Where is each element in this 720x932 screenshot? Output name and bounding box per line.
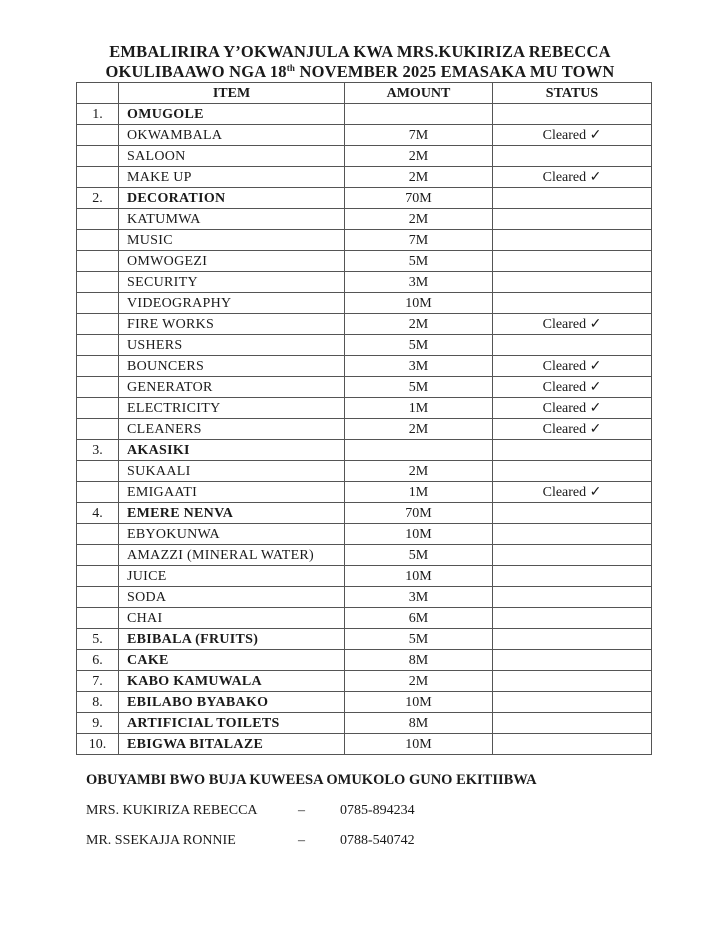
table-row: [77, 104, 652, 125]
table-row: [77, 125, 652, 146]
row-number: 5.: [77, 629, 119, 650]
row-number: [77, 377, 119, 398]
row-status: [493, 209, 652, 230]
row-status: [493, 440, 652, 461]
row-status: Cleared ✓: [493, 398, 652, 419]
table-row: [77, 167, 652, 188]
row-group-title: EMERE NENVA: [119, 503, 345, 524]
row-number: 3.: [77, 440, 119, 461]
table-body: [77, 104, 652, 755]
contact-dash: –: [298, 803, 305, 818]
table-row: [77, 188, 652, 209]
row-item: GENERATOR: [119, 377, 345, 398]
row-amount: 3M: [345, 272, 493, 293]
row-status: [493, 461, 652, 482]
row-status: [493, 230, 652, 251]
row-amount: 5M: [345, 335, 493, 356]
table-header-row: [77, 83, 652, 104]
row-amount: 2M: [345, 167, 493, 188]
row-status: Cleared ✓: [493, 482, 652, 503]
row-status: [493, 713, 652, 734]
row-amount: 10M: [345, 293, 493, 314]
row-status: [493, 650, 652, 671]
row-item: MAKE UP: [119, 167, 345, 188]
document-title-line-1: EMBALIRIRA Y’OKWANJULA KWA MRS.KUKIRIZA REBECCA: [109, 42, 611, 61]
row-group-title: EBIBALA (FRUITS): [119, 629, 345, 650]
table-row: [77, 293, 652, 314]
row-amount: 70M: [345, 188, 493, 209]
contact-name: MR. SSEKAJJA RONNIE: [86, 833, 236, 848]
row-status: [493, 692, 652, 713]
row-group-title: OMUGOLE: [119, 104, 345, 125]
row-status: [493, 188, 652, 209]
row-amount: [345, 440, 493, 461]
row-status: [493, 293, 652, 314]
table-row: [77, 209, 652, 230]
table-row: [77, 398, 652, 419]
row-status: Cleared ✓: [493, 125, 652, 146]
row-status: Cleared ✓: [493, 167, 652, 188]
table-row: [77, 524, 652, 545]
table-row: [77, 419, 652, 440]
row-amount: 10M: [345, 734, 493, 755]
table-row: [77, 503, 652, 524]
table-row: [77, 650, 652, 671]
row-group-title: ARTIFICIAL TOILETS: [119, 713, 345, 734]
row-amount: 10M: [345, 524, 493, 545]
row-number: [77, 608, 119, 629]
row-item: SECURITY: [119, 272, 345, 293]
row-item: SODA: [119, 587, 345, 608]
row-status: [493, 566, 652, 587]
row-group-title: CAKE: [119, 650, 345, 671]
row-status: Cleared ✓: [493, 314, 652, 335]
header-amount: AMOUNT: [345, 83, 493, 104]
row-number: [77, 356, 119, 377]
row-amount: 3M: [345, 587, 493, 608]
row-item: ELECTRICITY: [119, 398, 345, 419]
header-item: ITEM: [119, 83, 345, 104]
table-row: [77, 251, 652, 272]
row-number: [77, 545, 119, 566]
row-group-title: KABO KAMUWALA: [119, 671, 345, 692]
row-amount: 2M: [345, 419, 493, 440]
contact-dash: –: [298, 833, 305, 848]
row-amount: 2M: [345, 671, 493, 692]
row-number: [77, 524, 119, 545]
row-number: [77, 461, 119, 482]
row-amount: 10M: [345, 566, 493, 587]
row-item: EMIGAATI: [119, 482, 345, 503]
table-row: [77, 545, 652, 566]
row-amount: 5M: [345, 251, 493, 272]
row-status: [493, 503, 652, 524]
row-amount: 2M: [345, 146, 493, 167]
title-date-rest: NOVEMBER 2025 EMASAKA MU TOWN: [295, 62, 615, 81]
row-item: SALOON: [119, 146, 345, 167]
row-status: [493, 524, 652, 545]
row-number: [77, 293, 119, 314]
row-item: CHAI: [119, 608, 345, 629]
row-amount: 1M: [345, 398, 493, 419]
row-amount: 2M: [345, 209, 493, 230]
table-row: [77, 482, 652, 503]
table-row: [77, 461, 652, 482]
row-number: 10.: [77, 734, 119, 755]
row-number: 6.: [77, 650, 119, 671]
row-number: [77, 167, 119, 188]
row-amount: 8M: [345, 650, 493, 671]
row-status: [493, 629, 652, 650]
header-status: STATUS: [493, 83, 652, 104]
table-row: [77, 440, 652, 461]
row-number: [77, 146, 119, 167]
row-amount: 70M: [345, 503, 493, 524]
table-row: [77, 377, 652, 398]
row-status: [493, 251, 652, 272]
row-number: [77, 419, 119, 440]
row-group-title: EBIGWA BITALAZE: [119, 734, 345, 755]
row-item: JUICE: [119, 566, 345, 587]
row-item: SUKAALI: [119, 461, 345, 482]
row-number: [77, 482, 119, 503]
row-number: [77, 566, 119, 587]
table-row: [77, 671, 652, 692]
row-number: 9.: [77, 713, 119, 734]
row-amount: 7M: [345, 125, 493, 146]
row-amount: 7M: [345, 230, 493, 251]
row-number: 4.: [77, 503, 119, 524]
row-number: [77, 209, 119, 230]
table-row: [77, 356, 652, 377]
row-number: [77, 272, 119, 293]
row-status: [493, 272, 652, 293]
row-group-title: AKASIKI: [119, 440, 345, 461]
row-group-title: EBILABO BYABAKO: [119, 692, 345, 713]
table-row: [77, 335, 652, 356]
row-amount: 3M: [345, 356, 493, 377]
contact-phone: 0785-894234: [340, 803, 415, 818]
row-amount: 5M: [345, 629, 493, 650]
row-number: [77, 251, 119, 272]
row-number: 8.: [77, 692, 119, 713]
document-title-line-2: [0, 62, 720, 82]
table-row: [77, 629, 652, 650]
row-amount: 8M: [345, 713, 493, 734]
table-row: [77, 566, 652, 587]
row-status: [493, 671, 652, 692]
row-group-title: DECORATION: [119, 188, 345, 209]
row-item: USHERS: [119, 335, 345, 356]
row-item: VIDEOGRAPHY: [119, 293, 345, 314]
row-status: [493, 335, 652, 356]
table-row: [77, 734, 652, 755]
row-amount: 5M: [345, 377, 493, 398]
row-item: KATUMWA: [119, 209, 345, 230]
row-number: [77, 314, 119, 335]
table-row: [77, 272, 652, 293]
contributions-heading: OBUYAMBI BWO BUJA KUWEESA OMUKOLO GUNO EKITIIBWA: [86, 772, 537, 788]
row-amount: 2M: [345, 461, 493, 482]
row-amount: [345, 104, 493, 125]
title-date-prefix: OKULIBAAWO NGA 18: [105, 62, 287, 81]
table-row: [77, 314, 652, 335]
row-status: [493, 104, 652, 125]
row-item: OMWOGEZI: [119, 251, 345, 272]
row-status: [493, 608, 652, 629]
row-number: [77, 335, 119, 356]
row-amount: 2M: [345, 314, 493, 335]
contact-name: MRS. KUKIRIZA REBECCA: [86, 803, 258, 818]
header-num: [77, 83, 119, 104]
row-status: Cleared ✓: [493, 419, 652, 440]
row-number: [77, 125, 119, 146]
table-row: [77, 608, 652, 629]
row-status: Cleared ✓: [493, 356, 652, 377]
row-amount: 1M: [345, 482, 493, 503]
row-status: [493, 734, 652, 755]
row-item: EBYOKUNWA: [119, 524, 345, 545]
row-item: MUSIC: [119, 230, 345, 251]
row-number: [77, 398, 119, 419]
budget-table: [76, 82, 652, 755]
row-item: OKWAMBALA: [119, 125, 345, 146]
table-row: [77, 146, 652, 167]
row-status: [493, 146, 652, 167]
table-row: [77, 692, 652, 713]
row-number: [77, 230, 119, 251]
row-item: FIRE WORKS: [119, 314, 345, 335]
row-amount: 5M: [345, 545, 493, 566]
row-item: CLEANERS: [119, 419, 345, 440]
row-status: [493, 545, 652, 566]
table-row: [77, 230, 652, 251]
row-amount: 6M: [345, 608, 493, 629]
row-number: 2.: [77, 188, 119, 209]
row-status: Cleared ✓: [493, 377, 652, 398]
title-date-suffix: th: [286, 63, 296, 73]
contact-phone: 0788-540742: [340, 833, 415, 848]
row-number: [77, 587, 119, 608]
row-item: BOUNCERS: [119, 356, 345, 377]
table-row: [77, 713, 652, 734]
row-item: AMAZZI (MINERAL WATER): [119, 545, 345, 566]
row-number: 1.: [77, 104, 119, 125]
row-number: 7.: [77, 671, 119, 692]
table-row: [77, 587, 652, 608]
row-status: [493, 587, 652, 608]
row-amount: 10M: [345, 692, 493, 713]
